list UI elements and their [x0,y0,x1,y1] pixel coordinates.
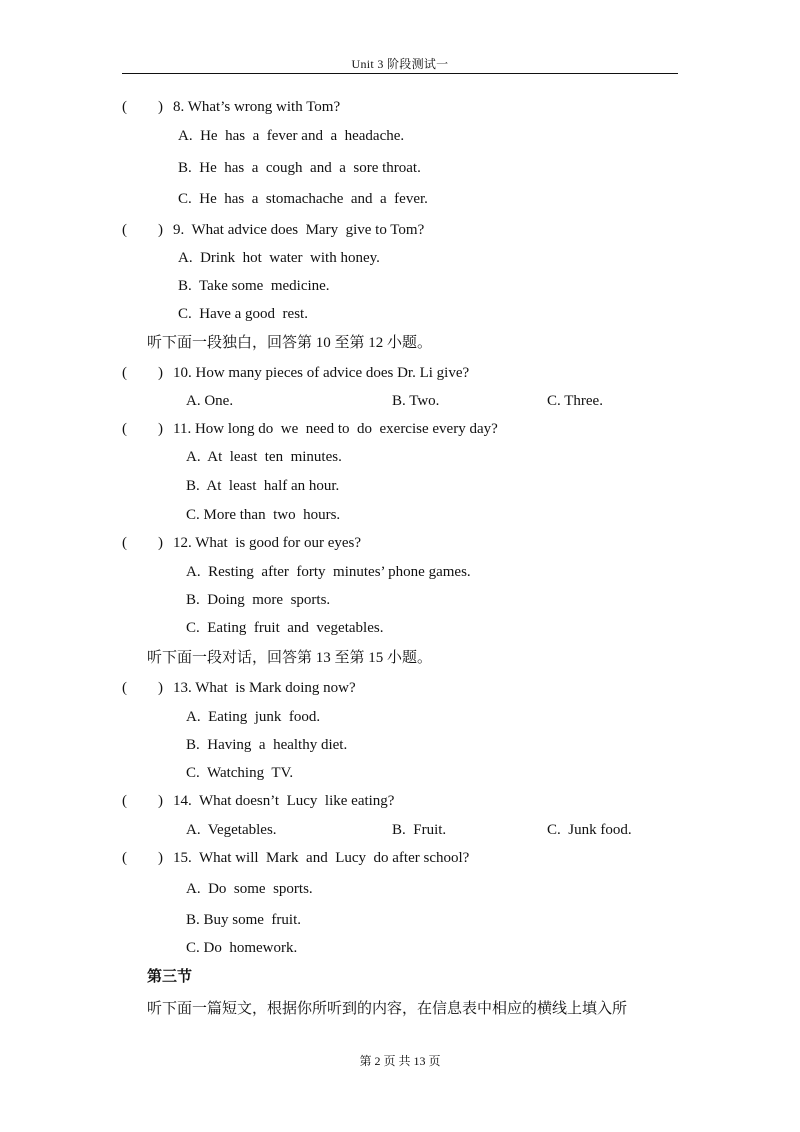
answer-paren-open[interactable]: ( [122,793,127,809]
instruction-dialogue: 听下面一段对话，回答第 13 至第 15 小题。 [147,650,433,666]
answer-paren-close: ) [158,365,163,381]
option-b: B. Buy some fruit. [186,912,301,928]
option-b: B. Doing more sports. [186,592,331,608]
question-text: 9. What advice does Mary give to Tom? [173,222,425,238]
option-a: A. Resting after forty minutes’ phone games. [186,564,471,580]
answer-paren-close: ) [158,793,163,809]
option-b: B. Two. [392,393,440,409]
page-footer: 第 2 页 共 13 页 [359,1054,441,1068]
option-c: C. Watching TV. [186,765,294,781]
answer-paren-open[interactable]: ( [122,535,127,551]
option-a: A. At least ten minutes. [186,449,342,465]
option-c: C. Do homework. [186,940,298,956]
option-b: B. Take some medicine. [178,278,330,294]
answer-paren-close: ) [158,680,163,696]
option-a: A. Vegetables. [186,822,277,838]
answer-paren-close: ) [158,222,163,238]
question-text: 10. How many pieces of advice does Dr. Li give? [173,365,470,381]
answer-paren-close: ) [158,99,163,115]
answer-paren-open[interactable]: ( [122,99,127,115]
question-text: 14. What doesn’t Lucy like eating? [173,793,395,809]
section-3-instruction: 听下面一篇短文，根据你所听到的内容，在信息表中相应的横线上填入所 [147,1001,628,1017]
answer-paren-open[interactable]: ( [122,850,127,866]
answer-paren-open[interactable]: ( [122,680,127,696]
option-c: C. Eating fruit and vegetables. [186,620,384,636]
option-a: A. Do some sports. [186,881,313,897]
question-text: 12. What is good for our eyes? [173,535,362,551]
option-c: C. He has a stomachache and a fever. [178,191,428,207]
option-c: C. Have a good rest. [178,306,308,322]
option-b: B. At least half an hour. [186,478,340,494]
option-a: A. Eating junk food. [186,709,321,725]
answer-paren-close: ) [158,535,163,551]
option-b: B. Fruit. [392,822,447,838]
header-divider [122,73,678,74]
option-b: B. He has a cough and a sore throat. [178,160,421,176]
section-3-title: 第三节 [147,969,193,985]
answer-paren-open[interactable]: ( [122,365,127,381]
option-b: B. Having a healthy diet. [186,737,348,753]
question-text: 11. How long do we need to do exercise every day? [173,421,498,437]
option-c: C. More than two hours. [186,507,341,523]
question-text: 8. What’s wrong with Tom? [173,99,341,115]
option-a: A. He has a fever and a headache. [178,128,405,144]
answer-paren-close: ) [158,850,163,866]
answer-paren-open[interactable]: ( [122,421,127,437]
option-a: A. One. [186,393,234,409]
question-text: 13. What is Mark doing now? [173,680,356,696]
question-text: 15. What will Mark and Lucy do after school? [173,850,470,866]
answer-paren-open[interactable]: ( [122,222,127,238]
answer-paren-close: ) [158,421,163,437]
instruction-monologue: 听下面一段独白，回答第 10 至第 12 小题。 [147,335,433,351]
page-header-title: Unit 3 阶段测试一 [351,57,449,71]
option-c: C. Junk food. [547,822,632,838]
option-a: A. Drink hot water with honey. [178,250,380,266]
option-c: C. Three. [547,393,603,409]
